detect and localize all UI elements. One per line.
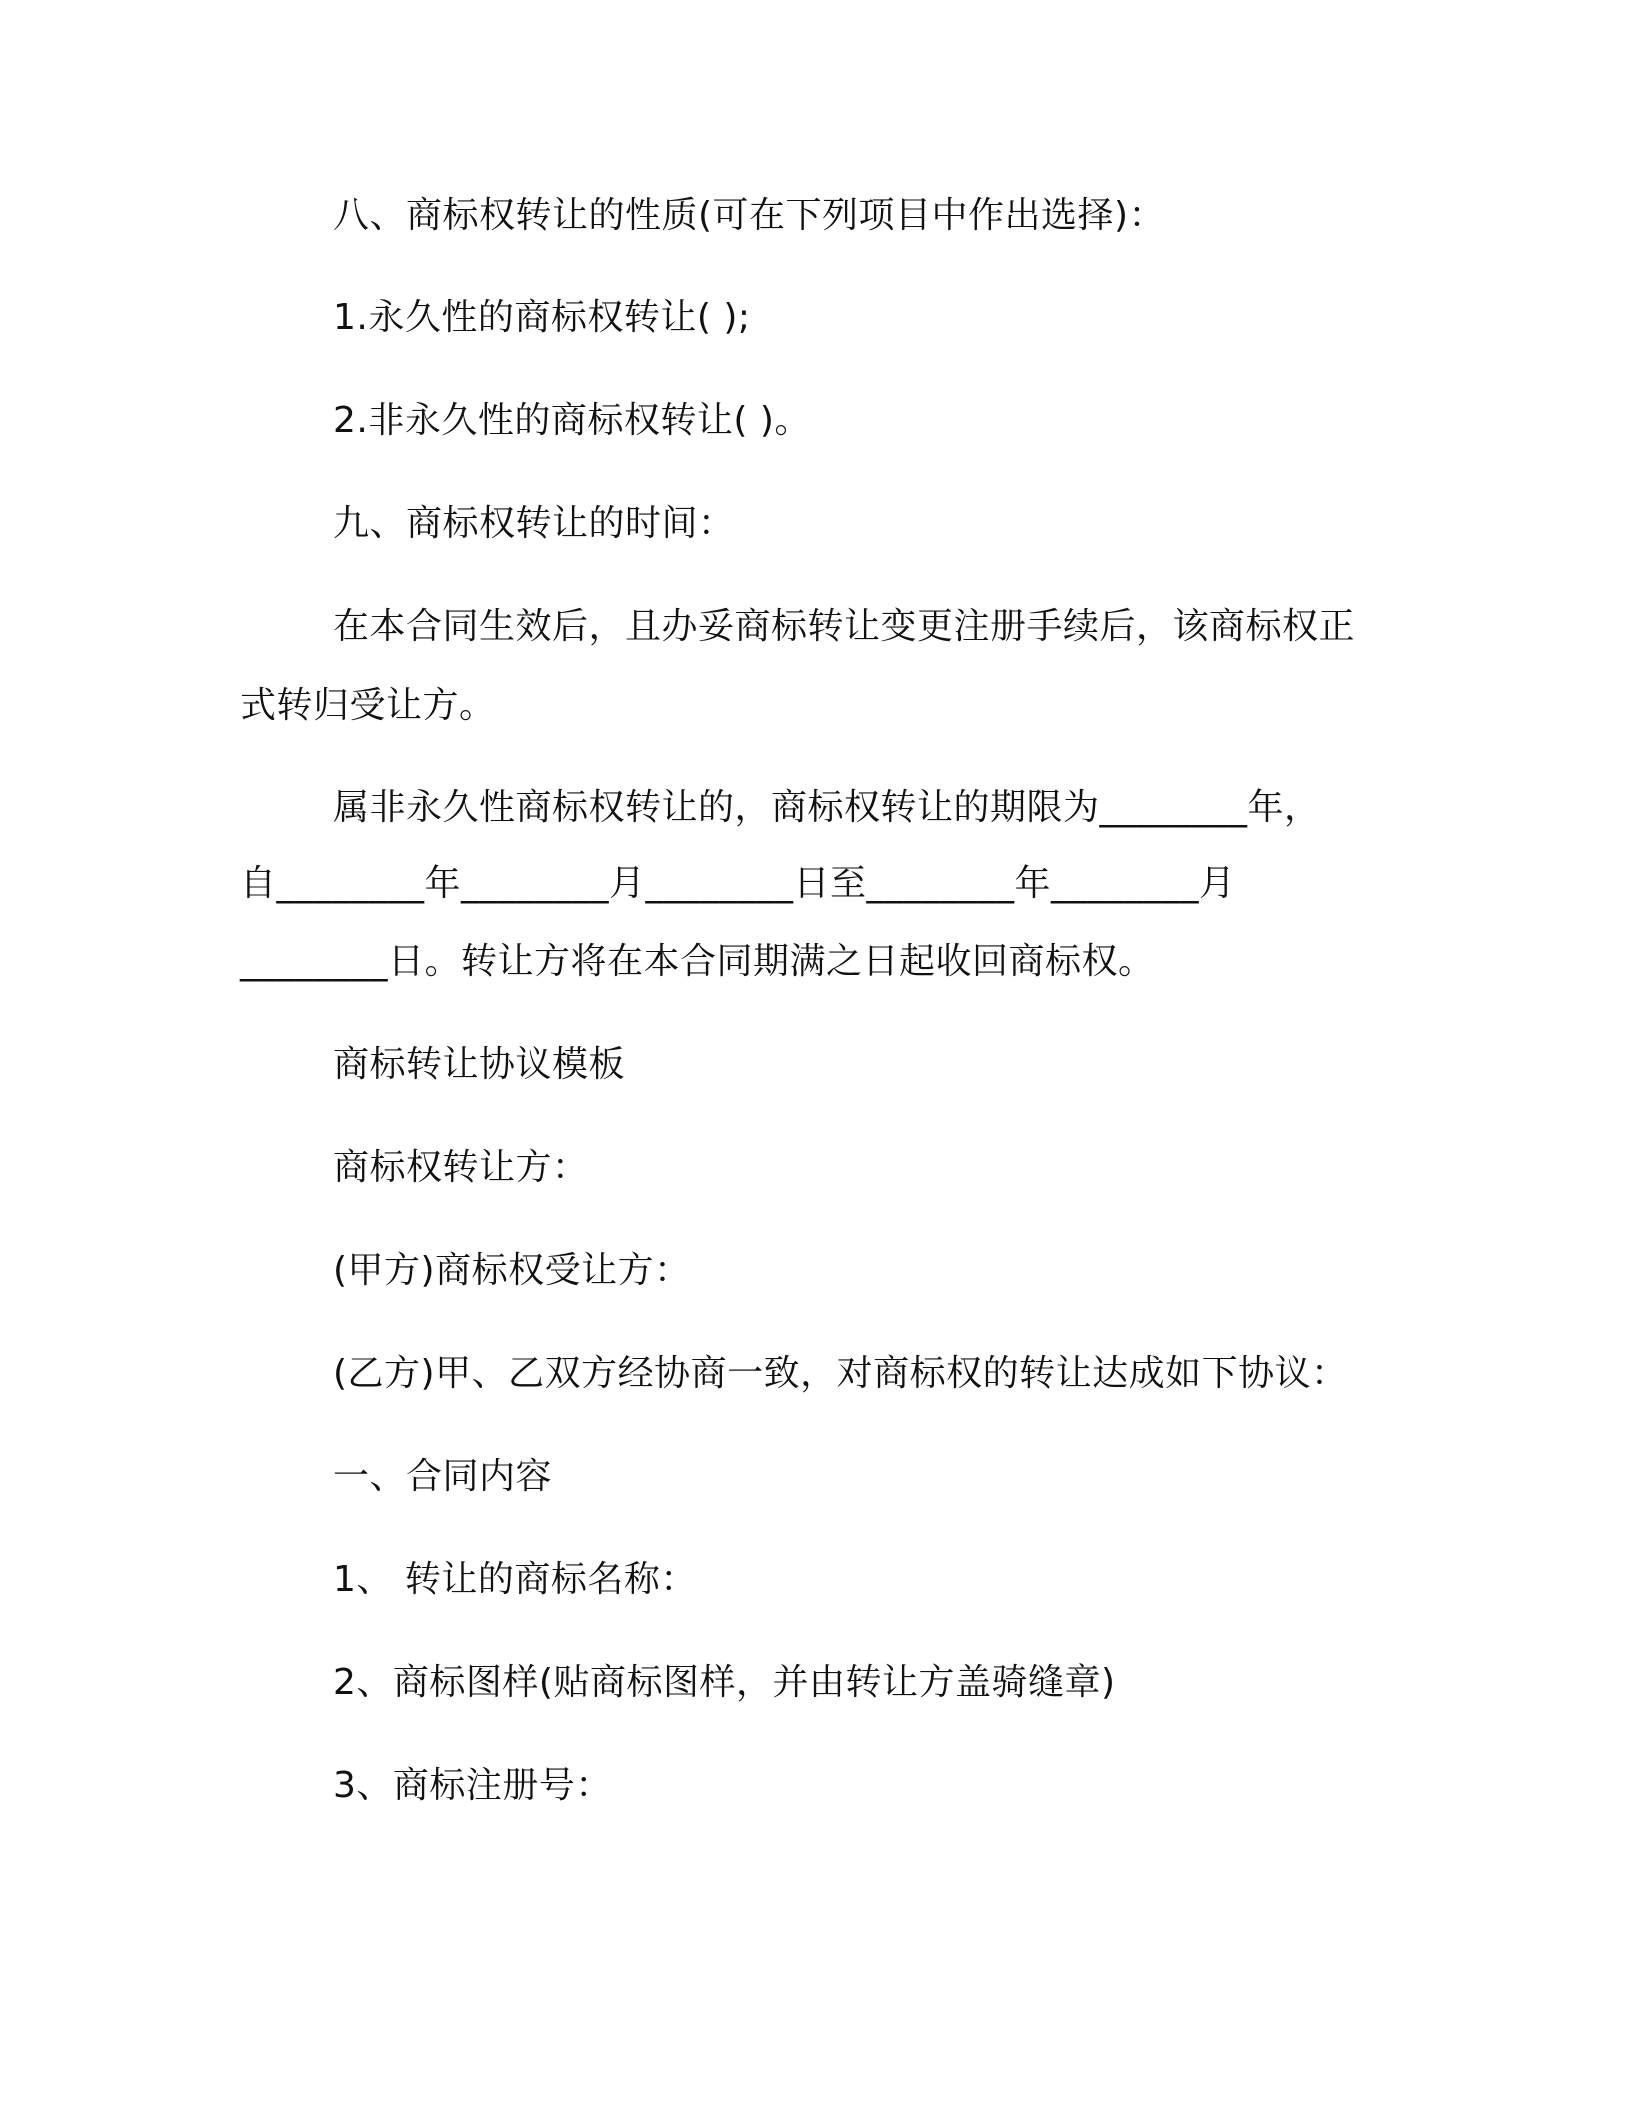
paragraph-line: 在本合同生效后，且办妥商标转让变更注册手续后，该商标权正: [333, 606, 1356, 647]
paragraph-line: 自________年________月________日至________年________月: [240, 863, 1236, 904]
section-1-heading: 一、合同内容: [333, 1456, 553, 1497]
paragraph-line: 式转归受让方。: [240, 685, 496, 726]
item-trademark-name: 1、 转让的商标名称：: [333, 1559, 697, 1600]
paragraph-line: 属非永久性商标权转让的，商标权转让的期限为________年，: [333, 787, 1321, 828]
option-permanent: 1.永久性的商标权转让( );: [333, 297, 751, 338]
section-9-heading: 九、商标权转让的时间：: [333, 503, 735, 544]
party-a-label: 商标权转让方：: [333, 1147, 589, 1188]
paragraph-line: ________日。转让方将在本合同期满之日起收回商标权。: [240, 941, 1155, 982]
item-registration-number: 3、商标注册号：: [333, 1765, 612, 1806]
option-non-permanent: 2.非永久性的商标权转让( )。: [333, 400, 811, 441]
section-8-heading: 八、商标权转让的性质(可在下列项目中作出选择)：: [333, 195, 1166, 236]
template-title: 商标转让协议模板: [333, 1044, 626, 1085]
item-trademark-sample: 2、商标图样(贴商标图样，并由转让方盖骑缝章): [333, 1662, 1116, 1703]
agreement-intro: (乙方)甲、乙双方经协商一致，对商标权的转让达成如下协议：: [333, 1353, 1348, 1394]
party-b-label: (甲方)商标权受让方：: [333, 1250, 691, 1291]
